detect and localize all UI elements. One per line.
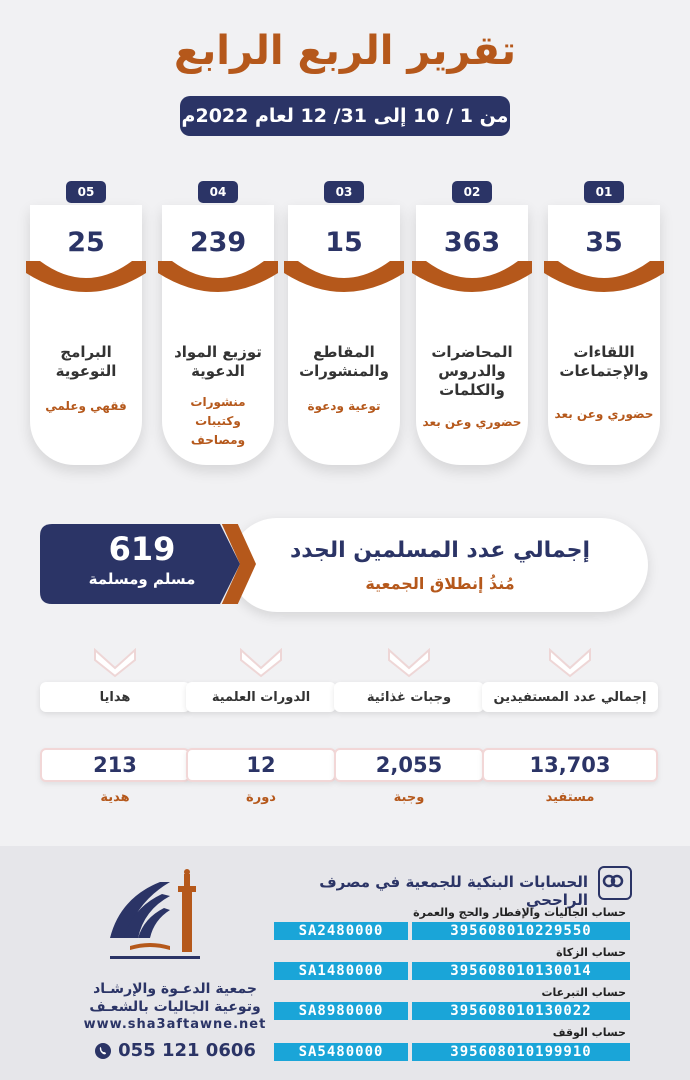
stat-card-03 xyxy=(288,175,400,465)
iban-number: 395608010130022 xyxy=(412,1002,630,1020)
card-value: 15 xyxy=(325,227,363,258)
bank-logo-icon xyxy=(598,866,632,900)
new-muslims-count: 619 xyxy=(108,530,176,568)
benefit-label: هدايا xyxy=(40,682,190,712)
card-label: المحاضرات والدروس والكلمات xyxy=(431,343,513,399)
ribbon-decoration xyxy=(544,261,664,301)
benefit-unit: دورة xyxy=(246,790,276,805)
website-link[interactable]: www.sha3aftawne.net xyxy=(83,1017,267,1032)
benefit-unit: هدية xyxy=(100,790,130,805)
iban-prefix: SA8980000 xyxy=(274,1002,408,1020)
account-iban-row xyxy=(274,962,630,980)
card-index: 02 xyxy=(452,181,492,203)
ribbon-decoration xyxy=(26,261,146,301)
stat-card-02 xyxy=(416,175,528,465)
card-value: 25 xyxy=(67,227,105,258)
account-iban-row xyxy=(274,1043,630,1061)
account-iban-row xyxy=(274,1002,630,1020)
stat-card-04 xyxy=(162,175,274,465)
card-label: المقاطع والمنشورات xyxy=(299,343,389,380)
org-name-line2: وتوعية الجاليات بالشعـف xyxy=(89,999,261,1015)
page-title: تقرير الربع الرابع xyxy=(173,28,517,74)
benefit-label: وجبات غذائية xyxy=(334,682,484,712)
benefit-beneficiaries xyxy=(482,648,658,805)
benefit-value: 12 xyxy=(186,748,336,782)
stat-card-05 xyxy=(30,175,142,465)
card-label: توزيع المواد الدعوية xyxy=(174,343,262,380)
iban-prefix: SA2480000 xyxy=(274,922,408,940)
card-index: 01 xyxy=(584,181,624,203)
iban-number: 395608010199910 xyxy=(412,1043,630,1061)
account-label: حساب الوقف xyxy=(552,1026,626,1039)
ribbon-decoration xyxy=(412,261,532,301)
card-value: 35 xyxy=(585,227,623,258)
account-label: حساب الجاليات والإفطار والحج والعمرة xyxy=(413,906,626,919)
benefit-label: إجمالي عدد المستفيدين xyxy=(482,682,658,712)
ribbon-decoration xyxy=(284,261,404,301)
chevron-down-icon xyxy=(186,648,336,678)
card-sub: منشورات وكتيبات ومصاحف xyxy=(190,395,246,447)
benefit-value: 213 xyxy=(40,748,190,782)
card-sub: حضوري وعن بعد xyxy=(422,415,522,429)
card-label: البرامج التوعوية xyxy=(55,343,117,380)
iban-prefix: SA5480000 xyxy=(274,1043,408,1061)
benefit-unit: وجبة xyxy=(393,790,425,805)
benefit-gifts xyxy=(40,648,190,805)
account-label: حساب التبرعات xyxy=(541,986,626,999)
benefit-value: 2,055 xyxy=(334,748,484,782)
ribbon-decoration xyxy=(158,261,278,301)
phone-contact[interactable] xyxy=(60,1040,290,1061)
chevron-down-icon xyxy=(40,648,190,678)
new-muslims-unit: مسلم ومسلمة xyxy=(88,570,196,588)
card-index: 03 xyxy=(324,181,364,203)
organization-logo xyxy=(100,868,210,968)
card-label: اللقاءات والإجتماعات xyxy=(559,343,649,380)
chevron-down-icon xyxy=(482,648,658,678)
benefit-meals xyxy=(334,648,484,805)
card-index: 04 xyxy=(198,181,238,203)
account-label: حساب الزكاة xyxy=(556,946,626,959)
benefit-label: الدورات العلمية xyxy=(186,682,336,712)
card-value: 239 xyxy=(189,227,247,258)
stat-card-01 xyxy=(548,175,660,465)
benefit-unit: مستفيد xyxy=(545,790,595,805)
card-sub: توعية ودعوة xyxy=(307,399,381,413)
iban-number: 395608010130014 xyxy=(412,962,630,980)
iban-prefix: SA1480000 xyxy=(274,962,408,980)
card-sub: حضوري وعن بعد xyxy=(554,407,654,421)
organization-name xyxy=(40,980,310,1016)
new-muslims-subtitle: مُنذُ إنطلاق الجمعية xyxy=(365,574,515,593)
card-index: 05 xyxy=(66,181,106,203)
org-name-line1: جمعية الدعـوة والإرشـاد xyxy=(93,981,257,997)
benefit-value: 13,703 xyxy=(482,748,658,782)
iban-number: 395608010229550 xyxy=(412,922,630,940)
new-muslims-banner xyxy=(230,518,648,612)
card-sub: فقهي وعلمي xyxy=(45,399,127,413)
date-range-badge: من 1 / 10 إلى 31/ 12 لعام 2022م xyxy=(180,96,510,136)
new-muslims-title: إجمالي عدد المسلمين الجدد xyxy=(289,538,591,563)
phone-number: 055 121 0606 xyxy=(118,1040,256,1061)
benefit-courses xyxy=(186,648,336,805)
chevron-down-icon xyxy=(334,648,484,678)
account-iban-row xyxy=(274,922,630,940)
card-value: 363 xyxy=(443,227,501,258)
bank-accounts-title: الحسابات البنكية للجمعية في مصرف الراجحي xyxy=(319,873,588,909)
whatsapp-icon xyxy=(94,1042,112,1060)
